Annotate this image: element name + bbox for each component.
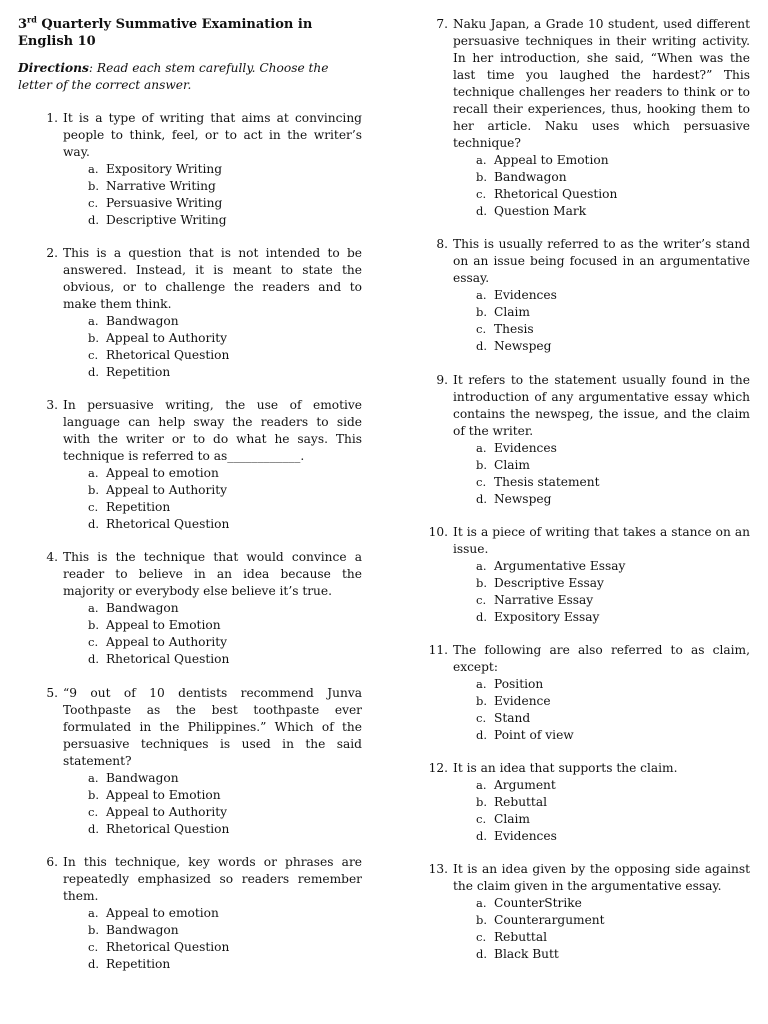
answer-options	[424, 895, 750, 963]
option-letter: b.	[476, 795, 488, 809]
option-text: Evidences	[494, 829, 557, 843]
option-letter: a.	[88, 601, 99, 615]
option-text: Bandwagon	[106, 923, 179, 937]
option-text: Position	[494, 677, 544, 691]
question-stem: Naku Japan, a Grade 10 student, used different persuasive techniques in their writing activity. In her introduction, she said, “When was the last time you laughed the hardest?” This technique challenges her readers to think or to recall their experiences, thus, hooking them to her article. Naku uses which persuasive technique?	[453, 17, 750, 150]
option-letter: d.	[476, 947, 488, 961]
option-text: Thesis statement	[494, 475, 600, 489]
option-text: Appeal to Authority	[106, 635, 228, 649]
question-number: 1.	[46, 111, 58, 125]
answer-option[interactable]	[424, 491, 750, 508]
option-letter: c.	[476, 187, 487, 201]
question-number: 11.	[428, 643, 448, 657]
option-letter: c.	[476, 930, 487, 944]
option-letter: c.	[476, 593, 487, 607]
option-letter: d.	[88, 822, 100, 836]
question-5	[18, 685, 362, 838]
answer-option[interactable]	[424, 828, 750, 845]
left-column	[18, 16, 362, 973]
option-text: Rhetorical Question	[106, 822, 230, 836]
question-stem: In persuasive writing, the use of emotive language can help sway the readers to side with the writer or to do what he says. This technique is referred to as____________.	[63, 398, 362, 463]
option-text: Appeal to emotion	[106, 466, 219, 480]
option-letter: a.	[88, 314, 99, 328]
answer-option[interactable]	[18, 313, 362, 330]
option-letter: b.	[476, 576, 488, 590]
option-letter: b.	[476, 305, 488, 319]
answer-option[interactable]	[424, 203, 750, 220]
answer-option[interactable]	[18, 787, 362, 804]
answer-option[interactable]	[424, 440, 750, 457]
option-text: Stand	[494, 711, 531, 725]
answer-option[interactable]	[424, 777, 750, 794]
answer-option[interactable]	[18, 482, 362, 499]
option-letter: d.	[476, 728, 488, 742]
question-list-right	[424, 16, 750, 963]
option-text: Appeal to Emotion	[106, 618, 221, 632]
option-letter: a.	[88, 771, 99, 785]
option-letter: d.	[476, 339, 488, 353]
question-9	[424, 372, 750, 508]
answer-option[interactable]	[18, 347, 362, 364]
option-letter: a.	[476, 896, 487, 910]
answer-option[interactable]	[18, 922, 362, 939]
option-letter: a.	[476, 778, 487, 792]
question-12	[424, 760, 750, 845]
option-text: Claim	[494, 458, 530, 472]
question-number: 5.	[46, 686, 58, 700]
answer-options	[18, 465, 362, 533]
option-text: Appeal to Authority	[106, 331, 228, 345]
option-text: Repetition	[106, 500, 171, 514]
option-text: Repetition	[106, 957, 171, 971]
option-text: Bandwagon	[106, 771, 179, 785]
option-text: Descriptive Essay	[494, 576, 604, 590]
option-letter: b.	[88, 179, 100, 193]
question-10	[424, 524, 750, 626]
question-3	[18, 397, 362, 533]
answer-option[interactable]	[424, 474, 750, 491]
answer-option[interactable]	[18, 770, 362, 787]
option-text: Repetition	[106, 365, 171, 379]
option-text: Expository Writing	[106, 162, 223, 176]
option-text: Appeal to emotion	[106, 906, 219, 920]
option-letter: b.	[476, 458, 488, 472]
answer-option[interactable]	[424, 575, 750, 592]
option-text: Rhetorical Question	[494, 187, 618, 201]
option-letter: a.	[88, 466, 99, 480]
option-text: Expository Essay	[494, 610, 600, 624]
question-stem: This is the technique that would convince a reader to believe in an idea because the majority or everybody else believe it’s true.	[63, 550, 362, 598]
option-text: Point of view	[494, 728, 574, 742]
option-text: Counterargument	[494, 913, 605, 927]
answer-options	[424, 558, 750, 626]
answer-option[interactable]	[18, 465, 362, 482]
option-letter: d.	[476, 492, 488, 506]
option-text: Rebuttal	[494, 795, 547, 809]
answer-option[interactable]	[424, 710, 750, 727]
question-2	[18, 245, 362, 381]
option-text: Argumentative Essay	[494, 559, 626, 573]
answer-option[interactable]	[18, 212, 362, 229]
question-stem: “9 out of 10 dentists recommend Junva Toothpaste as the best toothpaste ever formulated in the Philippines.” Which of the persuasive techniques is used in the said statement?	[63, 686, 362, 768]
answer-option[interactable]	[18, 617, 362, 634]
option-letter: c.	[476, 812, 487, 826]
option-letter: d.	[88, 365, 100, 379]
question-number: 9.	[436, 373, 448, 387]
question-number: 6.	[46, 855, 58, 869]
answer-option[interactable]	[424, 811, 750, 828]
answer-option[interactable]	[424, 304, 750, 321]
option-letter: a.	[476, 677, 487, 691]
exam-title: 3rd Quarterly Summative Examination in English 10	[18, 14, 313, 49]
answer-option[interactable]	[424, 946, 750, 963]
question-stem: This is a question that is not intended to be answered. Instead, it is meant to state the obvious, or to challenge the readers and to make them think.	[63, 246, 362, 311]
answer-option[interactable]	[424, 321, 750, 338]
question-stem: In this technique, key words or phrases are repeatedly emphasized so readers remember them.	[63, 855, 362, 903]
answer-option[interactable]	[18, 195, 362, 212]
answer-options	[424, 440, 750, 508]
question-number: 4.	[46, 550, 58, 564]
question-number: 12.	[428, 761, 448, 775]
option-letter: b.	[476, 913, 488, 927]
option-text: Narrative Writing	[106, 179, 216, 193]
answer-options	[18, 905, 362, 973]
answer-option[interactable]	[18, 939, 362, 956]
option-letter: b.	[88, 618, 100, 632]
option-letter: d.	[88, 213, 100, 227]
option-text: Bandwagon	[106, 601, 179, 615]
question-stem: This is usually referred to as the writer’s stand on an issue being focused in an argumentative essay.	[453, 237, 750, 285]
option-text: Black Butt	[494, 947, 559, 961]
question-number: 7.	[436, 17, 448, 31]
answer-options	[424, 287, 750, 355]
answer-option[interactable]	[18, 516, 362, 533]
option-letter: b.	[88, 483, 100, 497]
directions: Directions: Read each stem carefully. Choose the letter of the correct answer.	[18, 61, 329, 92]
question-11	[424, 642, 750, 744]
option-letter: b.	[476, 170, 488, 184]
option-letter: c.	[88, 196, 99, 210]
question-number: 10.	[428, 525, 448, 539]
answer-option[interactable]	[18, 600, 362, 617]
answer-option[interactable]	[424, 186, 750, 203]
question-number: 3.	[46, 398, 58, 412]
option-letter: d.	[476, 204, 488, 218]
question-number: 13.	[428, 862, 448, 876]
option-letter: a.	[476, 153, 487, 167]
option-letter: b.	[88, 788, 100, 802]
option-text: Evidence	[494, 694, 551, 708]
option-letter: c.	[476, 475, 487, 489]
answer-option[interactable]	[424, 338, 750, 355]
answer-option[interactable]	[18, 804, 362, 821]
answer-option[interactable]	[18, 651, 362, 668]
question-stem: The following are also referred to as claim, except:	[453, 643, 750, 674]
question-4	[18, 549, 362, 668]
option-text: Bandwagon	[106, 314, 179, 328]
option-text: Question Mark	[494, 204, 587, 218]
question-number: 8.	[436, 237, 448, 251]
answer-option[interactable]	[424, 912, 750, 929]
option-letter: b.	[88, 331, 100, 345]
answer-option[interactable]	[424, 895, 750, 912]
option-text: Evidences	[494, 288, 557, 302]
option-text: Persuasive Writing	[106, 196, 223, 210]
answer-option[interactable]	[18, 330, 362, 347]
answer-option[interactable]	[424, 693, 750, 710]
question-number: 2.	[46, 246, 58, 260]
option-text: Narrative Essay	[494, 593, 594, 607]
option-letter: d.	[476, 829, 488, 843]
option-letter: c.	[476, 711, 487, 725]
answer-option[interactable]	[424, 558, 750, 575]
answer-options	[18, 770, 362, 838]
answer-option[interactable]	[424, 929, 750, 946]
answer-option[interactable]	[424, 152, 750, 169]
option-text: Rhetorical Question	[106, 652, 230, 666]
question-stem: It is an idea that supports the claim.	[453, 761, 678, 775]
answer-option[interactable]	[424, 794, 750, 811]
answer-option[interactable]	[18, 161, 362, 178]
question-stem: It is a type of writing that aims at convincing people to think, feel, or to act in the writer’s way.	[63, 111, 362, 159]
question-13	[424, 861, 750, 963]
option-text: Appeal to Authority	[106, 483, 228, 497]
answer-options	[424, 152, 750, 220]
option-letter: c.	[88, 635, 99, 649]
answer-option[interactable]	[424, 287, 750, 304]
option-letter: a.	[476, 288, 487, 302]
answer-option[interactable]	[18, 178, 362, 195]
option-letter: a.	[476, 441, 487, 455]
answer-option[interactable]	[18, 905, 362, 922]
answer-option[interactable]	[424, 457, 750, 474]
option-letter: c.	[88, 940, 99, 954]
answer-options	[18, 313, 362, 381]
answer-options	[18, 161, 362, 229]
option-text: Rhetorical Question	[106, 348, 230, 362]
option-text: Appeal to Emotion	[106, 788, 221, 802]
answer-option[interactable]	[18, 956, 362, 973]
answer-option[interactable]	[18, 821, 362, 838]
option-text: Appeal to Authority	[106, 805, 228, 819]
option-letter: b.	[476, 694, 488, 708]
option-letter: c.	[476, 322, 487, 336]
option-text: Newspeg	[494, 492, 552, 506]
question-stem: It is an idea given by the opposing side against the claim given in the argumentative essay.	[453, 862, 750, 893]
option-letter: d.	[476, 610, 488, 624]
option-letter: c.	[88, 500, 99, 514]
answer-option[interactable]	[424, 592, 750, 609]
question-stem: It refers to the statement usually found in the introduction of any argumentative essay which contains the newspeg, the issue, and the claim of the writer.	[453, 373, 750, 438]
option-text: Evidences	[494, 441, 557, 455]
option-letter: a.	[88, 162, 99, 176]
option-text: Thesis	[494, 322, 534, 336]
question-6	[18, 854, 362, 973]
option-letter: d.	[88, 517, 100, 531]
option-text: Argument	[494, 778, 556, 792]
question-7	[424, 16, 750, 220]
option-letter: a.	[476, 559, 487, 573]
option-letter: a.	[88, 906, 99, 920]
answer-option[interactable]	[18, 364, 362, 381]
option-text: CounterStrike	[494, 896, 582, 910]
answer-option[interactable]	[424, 676, 750, 693]
answer-option[interactable]	[18, 634, 362, 651]
answer-options	[424, 676, 750, 744]
question-1	[18, 110, 362, 229]
answer-options	[18, 600, 362, 668]
option-text: Rebuttal	[494, 930, 547, 944]
question-8	[424, 236, 750, 355]
option-letter: c.	[88, 348, 99, 362]
answer-options	[424, 777, 750, 845]
question-stem: It is a piece of writing that takes a stance on an issue.	[453, 525, 750, 556]
option-letter: d.	[88, 957, 100, 971]
answer-option[interactable]	[424, 609, 750, 626]
option-text: Claim	[494, 305, 530, 319]
option-letter: d.	[88, 652, 100, 666]
option-text: Appeal to Emotion	[494, 153, 609, 167]
option-letter: b.	[88, 923, 100, 937]
option-text: Bandwagon	[494, 170, 567, 184]
answer-option[interactable]	[424, 727, 750, 744]
option-letter: c.	[88, 805, 99, 819]
right-column	[424, 16, 750, 963]
option-text: Claim	[494, 812, 530, 826]
answer-option[interactable]	[18, 499, 362, 516]
question-list-left	[18, 110, 362, 973]
option-text: Newspeg	[494, 339, 552, 353]
option-text: Rhetorical Question	[106, 517, 230, 531]
answer-option[interactable]	[424, 169, 750, 186]
option-text: Rhetorical Question	[106, 940, 230, 954]
option-text: Descriptive Writing	[106, 213, 227, 227]
